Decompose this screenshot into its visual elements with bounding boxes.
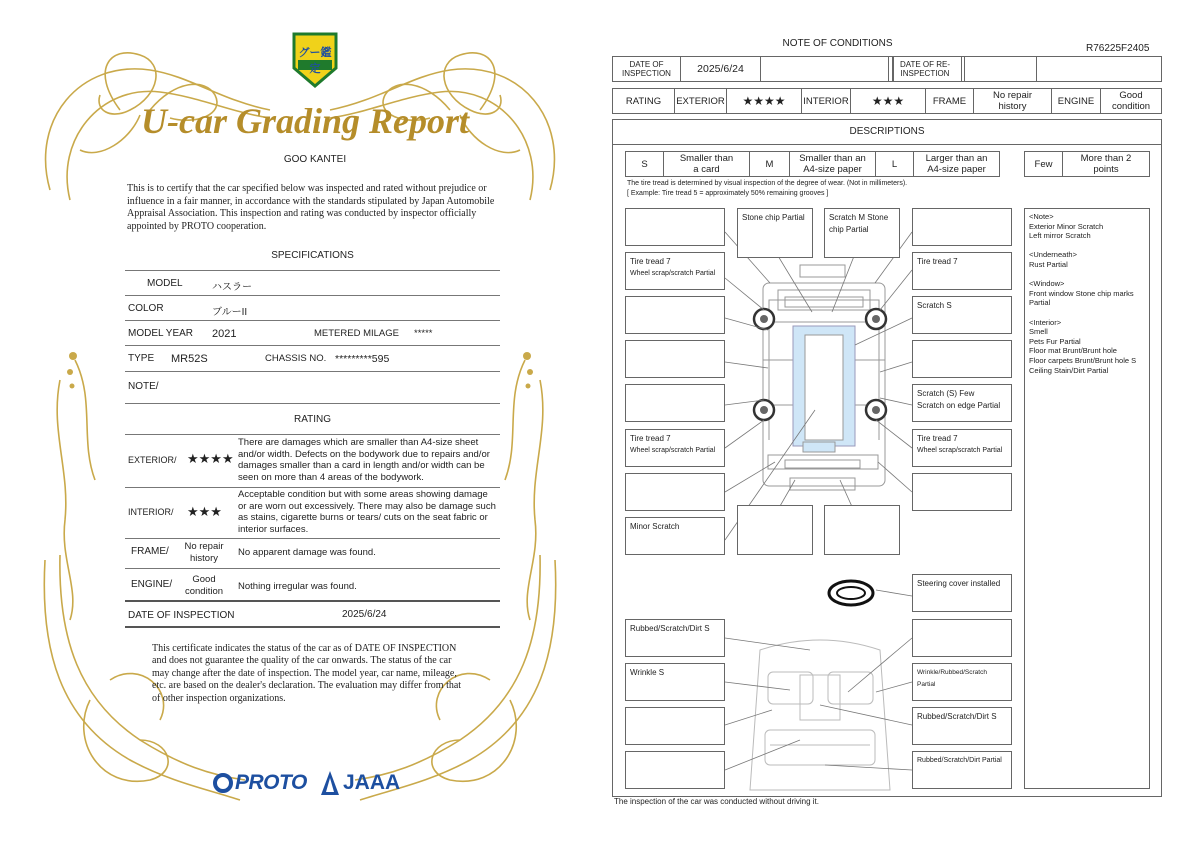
note-line: Floor carpets Brunt/Brunt hole S [1029, 355, 1137, 365]
note-line: Front window Stone chip marks Partial [1029, 288, 1134, 308]
proto-logo [213, 770, 307, 796]
interior-label: INTERIOR/ [128, 507, 174, 517]
tire-rear-right-label: Tire tread 7 [917, 434, 958, 443]
engine-value: Good condition [184, 574, 224, 597]
descriptions-heading: DESCRIPTIONS [849, 126, 925, 137]
note-line: <Interior> [1029, 317, 1062, 327]
exterior-stars: ★★★★ [187, 451, 234, 466]
legend-l: L [876, 152, 914, 176]
rubbed-3-box: Rubbed/Scratch/Dirt Partial [912, 751, 1012, 789]
badge-label: グー鑑定 [298, 47, 332, 75]
stone-chip-box: Stone chip Partial [737, 208, 813, 258]
report-title: U-car Grading Report [140, 101, 469, 141]
frame-label: FRAME/ [131, 546, 169, 557]
legend-s-desc: Smaller than a card [664, 152, 750, 176]
org-name: GOO KANTEI [283, 154, 347, 165]
tread-note-1: The tire tread is determined by visual inspection of the degree of wear. (Not in millimeters). [627, 180, 908, 187]
rating-label: RATING [613, 89, 675, 113]
goo-kantei-badge [288, 30, 342, 90]
exterior-desc: There are damages which are smaller than A4-size sheet and/or width. Defects on the bodywork due to repairs and/or damages smaller than a card in length and/or width can be seen on more than 4 areas of the bodywork. [238, 437, 490, 484]
legend-l-desc: Larger than an A4-size paper [925, 153, 988, 175]
tire-front-right-box: Tire tread 7 [912, 252, 1012, 290]
legend-m: M [750, 152, 790, 176]
conditions-footer: The inspection of the car was conducted without driving it. [614, 797, 819, 806]
jaaa-logo-text: JAAA [343, 771, 401, 794]
note-line: <Underneath> [1029, 250, 1077, 260]
legend-m-desc: Smaller than an A4-size paper [790, 152, 876, 176]
legend-few-desc: More than 2 points [1080, 153, 1132, 175]
tire-rear-left-label: Tire tread 7 [630, 434, 671, 443]
conditions-title: NOTE OF CONDITIONS [782, 38, 893, 49]
date-inspection-label: DATE OF INSPECTION [613, 57, 681, 81]
mileage-label: METERED MILAGE [314, 328, 399, 339]
minor-scratch-box: Minor Scratch [625, 517, 725, 555]
frame-value: No repair history [184, 541, 224, 564]
reinspection-label: DATE OF RE-INSPECTION [888, 57, 962, 81]
model-label: MODEL [147, 278, 183, 289]
jaaa-mark-icon [320, 770, 340, 796]
rating-heading: RATING [293, 414, 332, 425]
year-value: 2021 [212, 328, 237, 340]
note-line: Smell [1029, 327, 1048, 337]
conditions-sheet [600, 0, 1200, 848]
scratch-edge-label: Scratch on edge Partial [917, 401, 1001, 410]
type-label: TYPE [128, 353, 155, 364]
frame-label-r: FRAME [926, 89, 974, 113]
chassis-label: CHASSIS NO. [265, 353, 327, 364]
note-line: Rust Partial [1029, 259, 1068, 269]
tire-front-left-label: Tire tread 7 [630, 257, 671, 266]
interior-stars-r: ★★★ [851, 89, 926, 113]
model-value: ハスラー [212, 282, 252, 293]
notes-panel [1024, 208, 1150, 789]
intro-text: This is to certify that the car specified below was inspected and rated without prejudice or influence in a fair manner, in accordance with the standards stipulated by Japan Automobile Appraisal Association. This inspection and rating was conducted by inspector officially appointed by PROTO cooperation. [127, 183, 495, 232]
color-value: ブルーII [212, 307, 248, 318]
year-label: MODEL YEAR [128, 328, 194, 339]
note-line: Exterior Minor Scratch [1029, 221, 1104, 231]
certificate-footer: This certificate indicates the status of the car as of DATE OF INSPECTION and does not guarantee the quality of the car onwards. The status of the car may change after the date of inspection. The model year, car name, mileage, etc. are based on the dealer's declaration. The evaluation may differ from that of other inspection organizations. [152, 643, 462, 704]
engine-label: ENGINE/ [131, 579, 173, 590]
type-value: MR52S [171, 353, 208, 365]
tire-rear-left-sub: Wheel scrap/scratch Partial [630, 447, 716, 454]
scratch-s-box: Scratch S [912, 296, 1012, 334]
note-label: NOTE/ [128, 381, 159, 392]
proto-mark-icon [213, 773, 233, 793]
specifications-heading: SPECIFICATIONS [271, 250, 354, 261]
exterior-stars-r: ★★★★ [727, 89, 802, 113]
date-inspection-value: 2025/6/24 [681, 57, 761, 81]
engine-label-r: ENGINE [1052, 89, 1101, 113]
rubbed-2-box: Rubbed/Scratch/Dirt S [912, 707, 1012, 745]
wrinkle-box: Wrinkle S [625, 663, 725, 701]
date-value: 2025/6/24 [342, 609, 387, 620]
wrinkle-rubbed-box: Wrinkle/Rubbed/Scratch Partial [912, 663, 1012, 701]
proto-logo-text: PROTO [235, 771, 307, 794]
note-line: <Note> [1029, 212, 1054, 221]
jaaa-logo [320, 770, 400, 796]
frame-value-r: No repair history [974, 89, 1052, 113]
note-line: Floor mat Brunt/Brunt hole [1029, 346, 1117, 356]
scratch-few-box [912, 384, 1012, 422]
tire-front-left-sub: Wheel scrap/scratch Partial [630, 270, 716, 277]
rubbed-1-box: Rubbed/Scratch/Dirt S [625, 619, 725, 657]
tread-note-2: [ Example: Tire tread 5 = approximately 50% remaining grooves ] [627, 190, 829, 197]
color-label: COLOR [128, 303, 164, 314]
tire-front-left-box [625, 252, 725, 290]
exterior-label: EXTERIOR/ [128, 455, 177, 465]
legend-s: S [626, 152, 664, 176]
engine-value-r: Good condition [1111, 90, 1151, 112]
tire-rear-right-sub: Wheel scrap/scratch Partial [917, 447, 1003, 454]
tire-rear-right-box [912, 429, 1012, 467]
interior-label-r: INTERIOR [802, 89, 851, 113]
interior-desc: Acceptable condition but with some areas showing damage or are worn out excessively. There may also be damage such as stains, cigarette burns or tears/ cuts on the seat fabric or interior surfaces. [238, 489, 496, 536]
scratch-m-box: Scratch M Stone chip Partial [824, 208, 900, 258]
legend-few: Few [1025, 152, 1063, 176]
mileage-value: ***** [414, 328, 433, 339]
steering-box: Steering cover installed [912, 574, 1012, 612]
scratch-few-label: Scratch (S) Few [917, 389, 975, 398]
note-line: <Window> [1029, 279, 1065, 289]
note-line: Pets Fur Partial [1029, 336, 1081, 346]
reference-number: R76225F2405 [1086, 43, 1150, 54]
note-line: Ceiling Stain/Dirt Partial [1029, 365, 1109, 375]
date-label: DATE OF INSPECTION [128, 610, 235, 621]
frame-desc: No apparent damage was found. [238, 547, 376, 558]
engine-desc: Nothing irregular was found. [238, 581, 357, 592]
exterior-label-r: EXTERIOR [675, 89, 727, 113]
note-line: Left mirror Scratch [1029, 231, 1091, 241]
tire-rear-left-box [625, 429, 725, 467]
chassis-value: *********595 [335, 353, 390, 365]
interior-stars: ★★★ [187, 504, 222, 519]
